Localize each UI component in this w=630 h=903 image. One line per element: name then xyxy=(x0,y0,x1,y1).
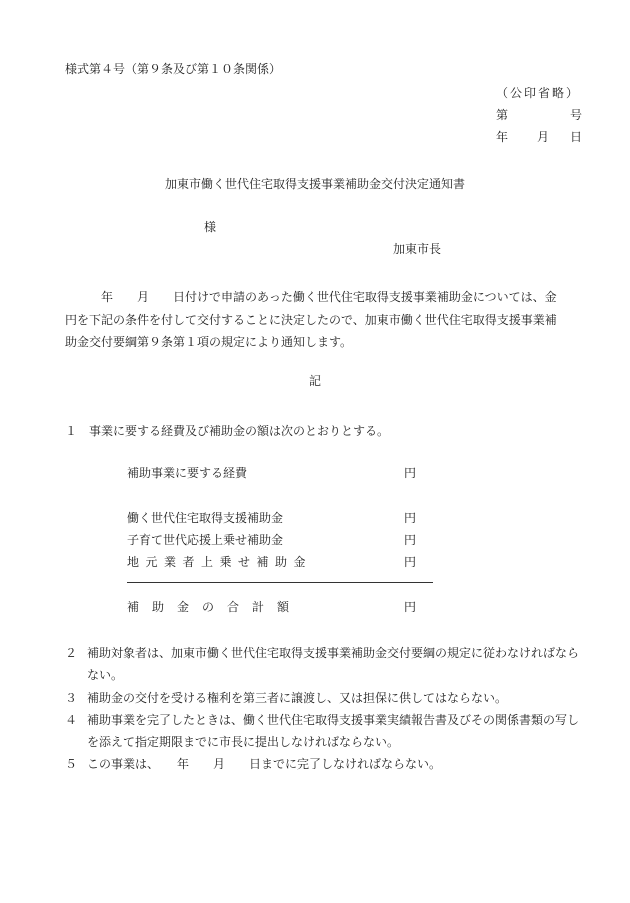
project-cost-label: 補助事業に要する経費 xyxy=(127,466,248,480)
local-bonus-unit: 円 xyxy=(404,555,417,569)
condition-item xyxy=(65,687,587,709)
notice-body-line: 円を下記の条件を付して交付することに決定したので、加東市働く世代住宅取得支援事業補 xyxy=(65,312,557,327)
child-bonus-unit: 円 xyxy=(404,533,417,547)
total-unit: 円 xyxy=(404,600,417,614)
project-cost-unit: 円 xyxy=(404,466,417,480)
total-label: 補助金の合計額 xyxy=(127,600,303,614)
form-number: 様式第４号（第９条及び第１０条関係） xyxy=(65,62,282,76)
issuer-name: 加東市長 xyxy=(393,242,442,256)
ki-heading: 記 xyxy=(308,374,321,388)
work-subsidy-unit: 円 xyxy=(404,511,417,525)
notice-body xyxy=(65,286,585,354)
doc-number-suffix: 号 xyxy=(569,108,582,122)
condition-item xyxy=(65,753,587,775)
condition-text: 補助事業を完了したときは、働く世代住宅取得支援事業実績報告書及びその関係書類の写しを添えて指定期限までに市長に提出しなければならない。 xyxy=(87,712,580,750)
notice-body-line: 助金交付要綱第９条第１項の規定により通知します。 xyxy=(65,335,353,349)
date-year: 年 xyxy=(496,130,509,144)
seal-omitted-note: （公印省略） xyxy=(496,86,581,100)
condition-item xyxy=(65,709,587,754)
condition-number: ５ xyxy=(65,757,78,772)
condition-number: ２ xyxy=(65,646,78,660)
recipient-suffix: 様 xyxy=(204,220,217,234)
condition-number: ４ xyxy=(65,712,78,727)
doc-number-prefix: 第 xyxy=(496,108,509,122)
document-title: 加東市働く世代住宅取得支援事業補助金交付決定通知書 xyxy=(164,177,465,191)
local-bonus-label: 地元業者上乗せ補助金 xyxy=(127,555,313,569)
condition-text: 補助金の交付を受ける権利を第三者に譲渡し、又は担保に供してはならない。 xyxy=(87,690,508,705)
date-day: 日 xyxy=(569,130,582,144)
condition-text: 補助対象者は、加東市働く世代住宅取得支援事業補助金交付要綱の規定に従わなければならない。 xyxy=(87,646,580,683)
child-bonus-label: 子育て世代応援上乗せ補助金 xyxy=(127,533,284,547)
notice-body-line: 年 月 日付けで申請のあった働く世代住宅取得支援事業補助金については、金 xyxy=(65,290,557,304)
condition-item xyxy=(65,642,587,687)
item-1-heading: １ 事業に要する経費及び補助金の額は次のとおりとする。 xyxy=(65,424,390,438)
work-subsidy-label: 働く世代住宅取得支援補助金 xyxy=(127,511,284,525)
conditions-list xyxy=(65,642,587,776)
total-divider xyxy=(127,582,433,583)
date-month: 月 xyxy=(537,130,550,144)
condition-number: ３ xyxy=(65,690,78,705)
condition-text: この事業は、 年 月 日までに完了しなければならない。 xyxy=(87,757,442,772)
